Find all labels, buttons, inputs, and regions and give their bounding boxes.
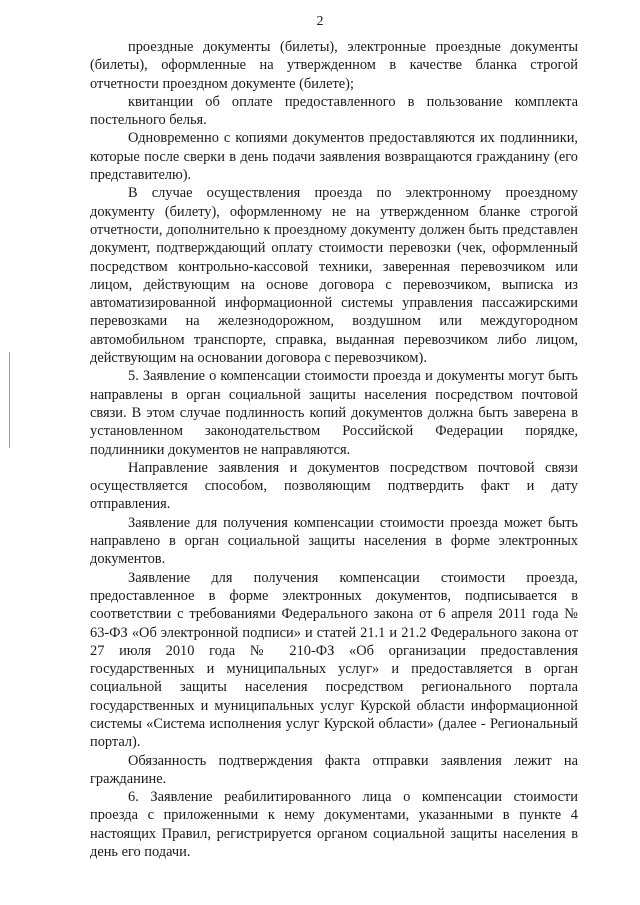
paragraph-item-5-postal: 5. Заявление о компенсации стоимости проезда и документы могут быть направлены в орган социальной защиты населения посредством почтовой связи. В этом случае подлинность копий документов должна быть заверена в установленном законодательством Российской Федерации порядке, подлинники документов не направляются. [90, 368, 578, 458]
paragraph-confirmation-duty: Обязанность подтверждения факта отправки заявления лежит на гражданине. [90, 752, 578, 787]
paragraph-item-6-registration: 6. Заявление реабилитированного лица о компенсации стоимости проезда с приложенными к нему документами, указанными в пункте 4 настоящих Правил, регистрируется органом социальной защиты населения в день его подачи. [90, 789, 578, 861]
page-number: 2 [316, 14, 324, 29]
paragraph-electronic-submission: Заявление для получения компенсации стоимости проезда может быть направлено в орган социальной защиты населения в форме электронных документов. [90, 514, 578, 568]
document-body [90, 38, 578, 861]
paragraph-postal-method: Направление заявления и документов посредством почтовой связи осуществляется способом, позволяющим подтвердить факт и дату отправления. [90, 459, 578, 513]
paragraph-originals: Одновременно с копиями документов предоставляются их подлинники, которые после сверки в день подачи заявления возвращаются гражданину (его представителю). [90, 130, 578, 184]
paragraph-tickets: проездные документы (билеты), электронные проездные документы (билеты), оформленные на утвержденном в качестве бланка строгой отчетности проездном документе (билете); [90, 39, 578, 92]
paragraph-electronic-signature: Заявление для получения компенсации стоимости проезда, предоставленное в форме электронных документов, подписывается в соответствии с требованиями Федерального закона от 6 апреля 2011 года № 63-ФЗ «Об электронной подписи» и статей 21.1 и 21.2 Федерального закона от 27 июля 2010 года № 210-ФЗ «Об организации предоставления государственных и муниципальных услуг» и предоставляется в орган социальной защиты населения посредством регионального портала государственных и муниципальных услуг Курской области информационной системы «Система исполнения услуг Курской области» (далее - Региональный портал). [90, 569, 578, 751]
margin-scan-mark [9, 352, 10, 448]
paragraph-bedding-receipts: квитанции об оплате предоставленного в пользование комплекта постельного белья. [90, 93, 578, 129]
paragraph-electronic-ticket: В случае осуществления проезда по электронному проездному документу (билету), оформленному не на утвержденном бланке строгой отчетности, дополнительно к проездному документу должен быть представлен документ, подтверждающий оплату стоимости перевозки (чек, оформленный посредством контрольно-кассовой техники, заверенная перевозчиком или лицом, действующим на основе договора с перевозчиком, выписка из автоматизированной информационной системы управления пассажирскими перевозками на железнодорожном, воздушном или междугородном автомобильном транспорте, справка, выданная перевозчиком либо лицом, действующим на основании договора с перевозчиком). [90, 185, 578, 367]
